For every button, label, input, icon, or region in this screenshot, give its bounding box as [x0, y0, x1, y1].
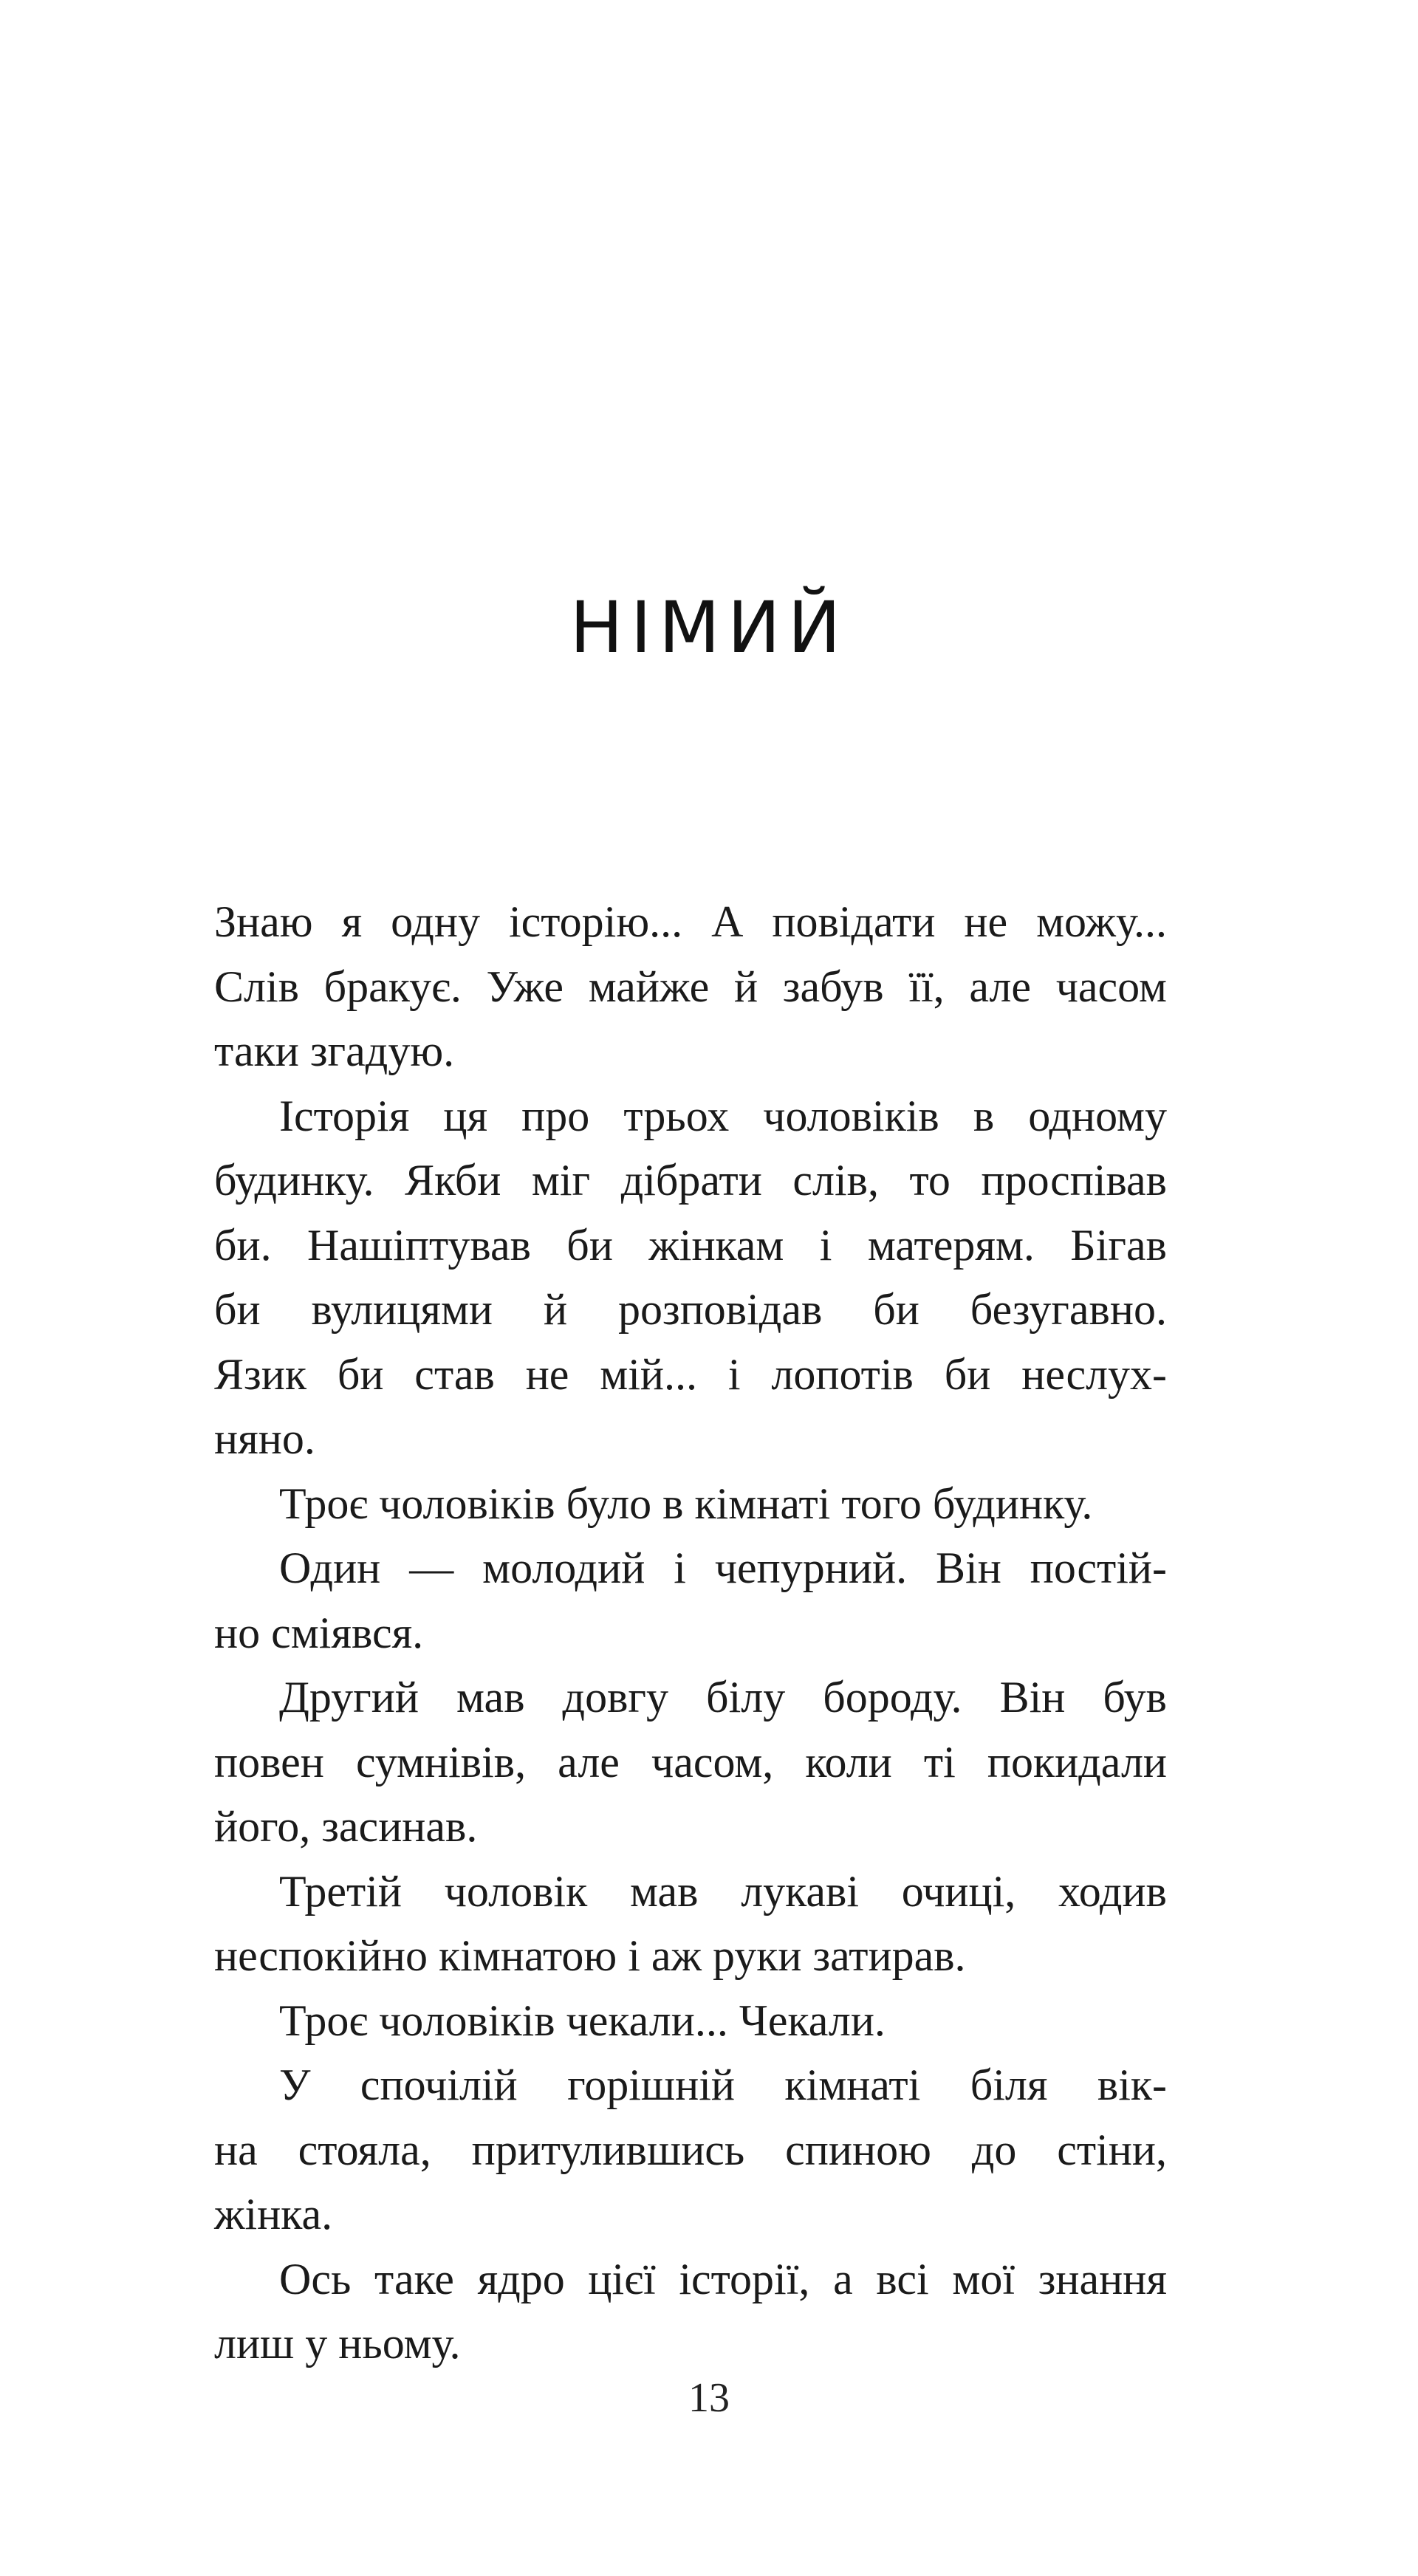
text-line: би. Нашіптував би жінкам і матерям. Бігав	[214, 1220, 1167, 1270]
text-line: би вулицями й розповідав би безугавно.	[214, 1285, 1167, 1334]
text-line: жінка.	[214, 2190, 333, 2238]
text-line: його, засинав.	[214, 1802, 478, 1851]
text-line: няно.	[214, 1414, 315, 1463]
text-line: Один — молодий і чепурний. Він постій-	[279, 1544, 1167, 1592]
text-line: Слів бракує. Уже майже й забув її, але часом	[214, 962, 1167, 1011]
text-line: неспокійно кімнатою і аж руки затирав.	[214, 1931, 966, 1980]
text-line: У спочілій горішній кімнаті біля вік-	[279, 2061, 1167, 2109]
chapter-body	[214, 890, 1167, 2377]
text-line: но сміявся.	[214, 1608, 424, 1657]
text-line: лиш у ньому.	[214, 2319, 461, 2368]
text-line: таки згадую.	[214, 1027, 455, 1075]
text-line: Язик би став не мій... і лопотів би неслух-	[214, 1349, 1167, 1399]
text-line: Третій чоловік мав лукаві очиці, ходив	[279, 1866, 1167, 1916]
text-line: повен сумнівів, але часом, коли ті покидали	[214, 1737, 1167, 1787]
page-number: 13	[688, 2375, 730, 2421]
chapter-title: НІМИЙ	[569, 586, 849, 670]
text-line: на стояла, притулившись спиною до стіни,	[214, 2125, 1167, 2174]
text-line: Історія ця про трьох чоловіків в одному	[279, 1091, 1167, 1140]
text-line: Троє чоловіків чекали... Чекали.	[279, 1996, 886, 2045]
text-line: будинку. Якби міг дібрати слів, то проспівав	[214, 1156, 1167, 1205]
text-line: Другий мав довгу білу бороду. Він був	[279, 1673, 1167, 1722]
text-line: Знаю я одну історію... А повідати не можу...	[214, 897, 1167, 946]
text-line: Ось таке ядро цієї історії, а всі мої знання	[279, 2254, 1167, 2303]
text-line: Троє чоловіків було в кімнаті того будинку.	[279, 1479, 1093, 1528]
